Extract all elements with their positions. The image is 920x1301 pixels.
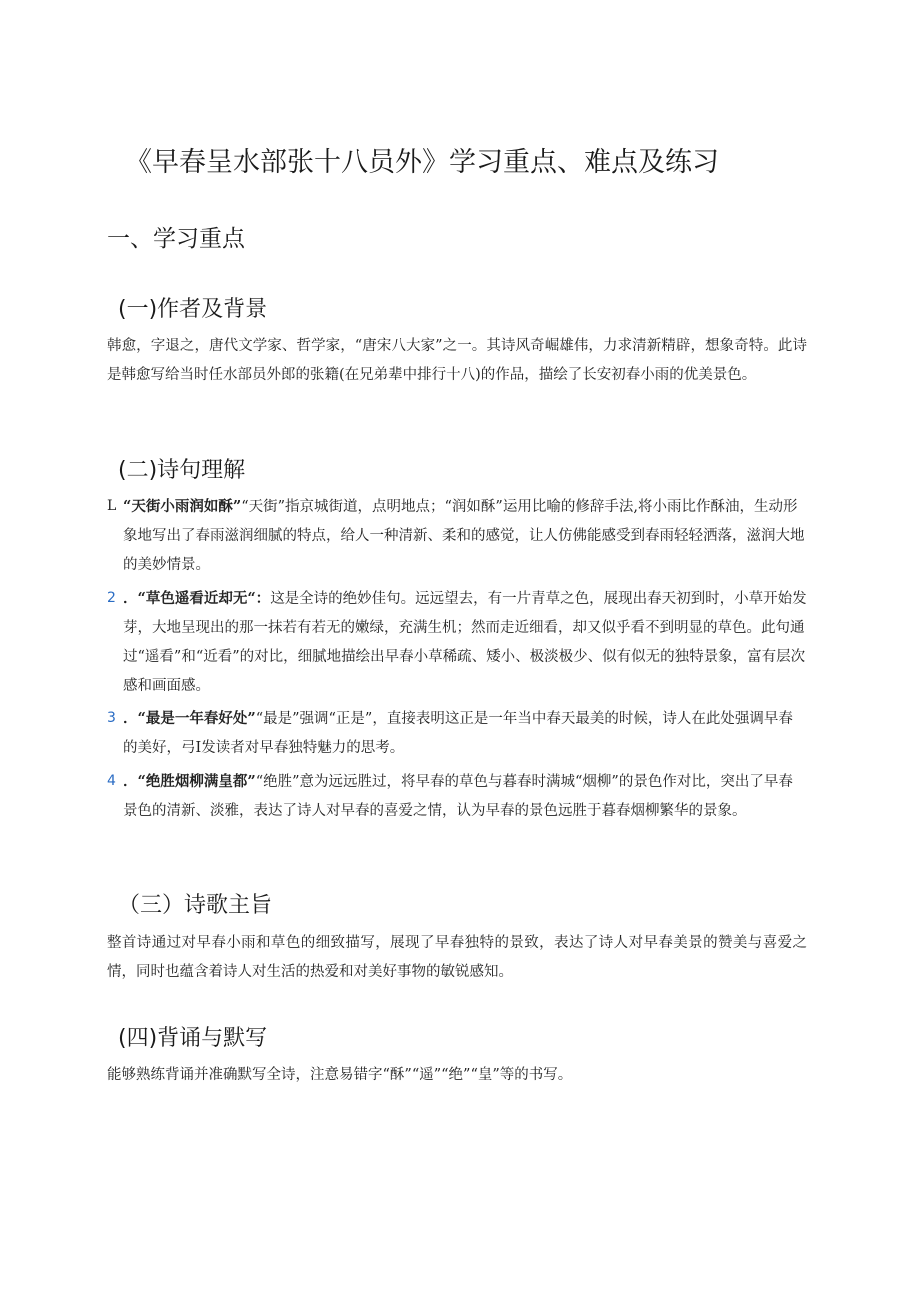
verse-quote: ．“绝胜烟柳满皇都”: [123, 773, 256, 790]
subheading-verse-understanding: (二)诗句理解: [118, 458, 246, 483]
list-number: 3: [107, 710, 116, 726]
verse-explanation: “最是”强调“正是”，直接表明这正是一年当中春天最美的时候，诗人在此处强调早春的美好，弓I发读者对早春独特魅力的思考。: [123, 711, 793, 756]
verse-quote: ．“草色遥看近却无“：: [123, 590, 271, 607]
paragraph-poem-theme: 整首诗通过对早春小雨和草色的细致描写，展现了早春独特的景致，表达了诗人对早春美景的赞美与喜爱之情，同时也蕴含着诗人对生活的热爱和对美好事物的敏锐感知。: [107, 935, 807, 980]
section-heading-study-focus: 一、学习重点: [107, 226, 245, 252]
document-title: 《早春呈水部张十八员外》学习重点、难点及练习: [125, 147, 719, 178]
subheading-author-background: (一)作者及背景: [118, 297, 268, 322]
paragraph-author-background: 韩愈，字退之，唐代文学家、哲学家，“唐宋八大家”之一。其诗风奇崛雄伟，力求清新精辟，想象奇特。此诗是韩愈写给当时任水部员外郎的张籍(在兄弟辈中排行十八)的作品，描绘了长安初春小雨的优美景色。: [107, 338, 807, 383]
verse-explanation: “绝胜”意为远远胜过，将早春的草色与暮春时满城“烟柳”的景色作对比，突出了早春景色的清新、淡雅，表达了诗人对早春的喜爱之情，认为早春的景色远胜于暮春烟柳繁华的景象。: [123, 774, 793, 819]
list-item-verse-2: [107, 584, 807, 701]
list-item-body: [107, 704, 807, 763]
list-item-body: [107, 492, 807, 580]
list-item-verse-1: [107, 492, 807, 580]
list-item-verse-3: [107, 704, 807, 763]
verse-quote: ．“最是一年春好处”: [123, 710, 256, 727]
list-item-body: [107, 767, 807, 826]
list-item-verse-4: [107, 767, 807, 826]
verse-explanation: “天街”指京城街道，点明地点；“润如酥”运用比喻的修辞手法,将小雨比作酥油，生动形象地写出了春雨滋润细腻的特点，给人一种清新、柔和的感觉，让人仿佛能感受到春雨轻轻洒落，滋润大地的美妙情景。: [123, 499, 805, 573]
list-item-body: [107, 584, 807, 701]
list-number: 2: [107, 590, 116, 606]
subheading-recitation: (四)背诵与默写: [118, 1026, 268, 1051]
subheading-poem-theme: （三）诗歌主旨: [118, 893, 273, 918]
list-number: 4: [107, 773, 116, 789]
paragraph-recitation: 能够熟练背诵并准确默写全诗，注意易错字“酥”“遥”“绝”“皇”等的书写。: [107, 1067, 573, 1083]
verse-quote: “天街小雨润如酥”: [123, 498, 242, 515]
list-number: L: [107, 498, 117, 514]
verse-explanation: 这是全诗的绝妙佳句。远远望去，有一片青草之色，展现出春天初到时，小草开始发芽，大地呈现出的那一抹若有若无的嫩绿，充满生机；然而走近细看，却又似乎看不到明显的草色。此句通过“遥看”和“近看”的对比，细腻地描绘出早春小草稀疏、矮小、极淡极少、似有似无的独特景象，富有层次感和画面感。: [123, 591, 807, 694]
